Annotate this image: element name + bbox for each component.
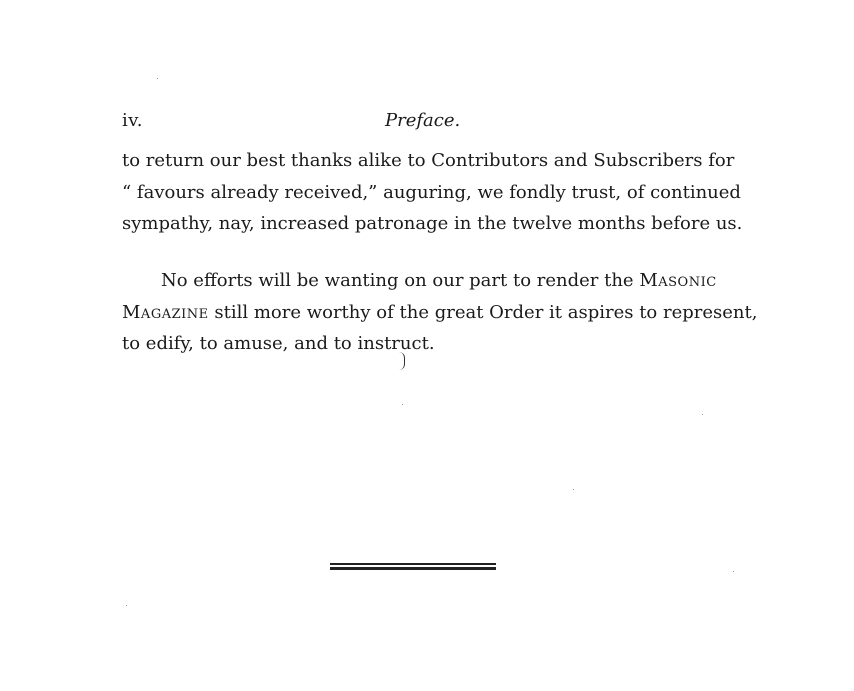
pen-mark bbox=[398, 352, 405, 370]
double-rule-divider bbox=[330, 563, 496, 570]
paper-speck bbox=[702, 414, 703, 415]
paper-speck bbox=[402, 404, 403, 405]
paragraph-2-line-2 bbox=[122, 302, 758, 324]
paragraph-1-line-1: to return our best thanks alike to Contributors and Subscribers for bbox=[122, 150, 735, 171]
running-title: Preface. bbox=[385, 110, 461, 131]
paper-speck bbox=[157, 78, 158, 79]
page-number: iv. bbox=[122, 110, 144, 131]
paper-speck bbox=[573, 489, 574, 490]
paragraph-1-line-3: sympathy, nay, increased patronage in the twelve months before us. bbox=[122, 213, 743, 234]
paper-speck bbox=[126, 605, 127, 606]
paragraph-1-line-2: “ favours already received,” auguring, we fondly trust, of continued bbox=[122, 182, 741, 203]
paragraph-2-line-3: to edify, to amuse, and to instruct. bbox=[122, 333, 435, 354]
magazine-small-caps: Magazine bbox=[122, 302, 209, 323]
paper-speck bbox=[733, 571, 734, 572]
masonic-small-caps: Masonic bbox=[639, 270, 717, 291]
paragraph-2-line-1-text: No efforts will be wanting on our part to render the bbox=[161, 270, 634, 291]
paragraph-2-line-1 bbox=[161, 270, 717, 292]
paragraph-2-line-2-text: still more worthy of the great Order it aspires to represent, bbox=[214, 302, 758, 323]
